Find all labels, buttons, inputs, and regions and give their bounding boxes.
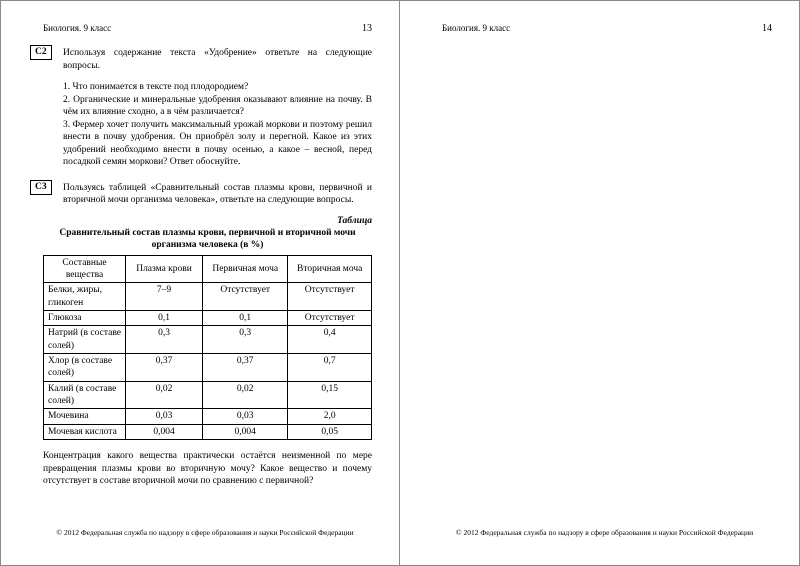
page-number: 13 (362, 23, 372, 34)
c3-closing-question: Концентрация какого вещества практически остаётся неизменной по мере превращения плазмы крови во вторичную мочу? Какое вещество и почему отсутствует в составе вторичной мочи по сравнению с первичной? (43, 451, 372, 487)
table-cell: 0,004 (126, 424, 203, 439)
page-footer: © 2012 Федеральная служба по надзору в сфере образования и науки Российской Федерации (56, 528, 354, 537)
table-row (44, 283, 372, 311)
table-cell: 0,02 (126, 381, 203, 409)
header-subject: Биология. 9 класс (43, 23, 112, 33)
task-c2-intro: Используя содержание текста «Удобрение» ответьте на следующие вопросы. (63, 48, 372, 71)
table-row (44, 381, 372, 409)
page-number: 14 (762, 23, 772, 34)
page-header (43, 23, 372, 34)
table-cell: 0,3 (203, 326, 288, 354)
table-row (44, 409, 372, 424)
table-header-cell: Первичная моча (203, 255, 288, 283)
table-cell: 0,03 (203, 409, 288, 424)
table-header-row (44, 255, 372, 283)
table-cell: Натрий (в составе солей) (44, 326, 126, 354)
table-cell: Мочевина (44, 409, 126, 424)
task-c3 (35, 181, 372, 207)
task-c3-label: С3 (30, 180, 52, 195)
table-row (44, 353, 372, 381)
table-cell: Мочевая кислота (44, 424, 126, 439)
table-cell: 0,37 (126, 353, 203, 381)
table-caption: Таблица (337, 215, 372, 226)
table-cell: Отсутствует (288, 310, 372, 325)
table-cell: 0,02 (203, 381, 288, 409)
table-cell: Белки, жиры, гликоген (44, 283, 126, 311)
page-14 (400, 1, 799, 565)
task-c3-intro: Пользуясь таблицей «Сравнительный состав плазмы крови, первичной и вторичной мочи организма человека», ответьте на следующие вопросы. (63, 182, 372, 206)
page-13 (1, 1, 400, 565)
table-cell: 0,05 (288, 424, 372, 439)
table-cell: 0,004 (203, 424, 288, 439)
table-row (44, 326, 372, 354)
table-cell: 2,0 (288, 409, 372, 424)
task-c2 (35, 47, 372, 72)
table-header-cell: Плазма крови (126, 255, 203, 283)
table-cell: Отсутствует (203, 283, 288, 311)
table-cell: 0,03 (126, 409, 203, 424)
table-cell: Калий (в составе солей) (44, 381, 126, 409)
table-cell: Хлор (в составе солей) (44, 353, 126, 381)
c2-questions (63, 81, 372, 169)
table-cell: Глюкоза (44, 310, 126, 325)
table-row (44, 310, 372, 325)
table-title: Сравнительный состав плазмы крови, первичной и вторичной мочи организма человека (в %) (59, 227, 356, 251)
table-row (44, 424, 372, 439)
table-cell: 0,7 (288, 353, 372, 381)
table-header-cell: Составные вещества (44, 255, 126, 283)
c2-question-1: 1. Что понимается в тексте под плодородием? (63, 82, 249, 93)
table-cell: 0,1 (203, 310, 288, 325)
table-cell: 0,4 (288, 326, 372, 354)
header-subject: Биология. 9 класс (442, 23, 511, 33)
task-c2-label: С2 (30, 45, 52, 60)
table-header-cell: Вторичная моча (288, 255, 372, 283)
c2-question-3: 3. Фермер хочет получить максимальный урожай моркови и поэтому решил внести в почву удобрения. Он приобрёл золу и перегной. Какое из этих удобрений необходимо внести в почву осенью, а какое – весной, перед посадкой семян моркови? Ответ обоснуйте. (63, 119, 372, 168)
page-footer: © 2012 Федеральная служба по надзору в сфере образования и науки Российской Федерации (455, 528, 754, 537)
table-cell: 7–9 (126, 283, 203, 311)
composition-table (43, 255, 372, 440)
table-cell: Отсутствует (288, 283, 372, 311)
c2-question-2: 2. Органические и минеральные удобрения оказывают влияние на почву. В чём их влияние сходно, а в чём различается? (63, 94, 372, 118)
table-cell: 0,15 (288, 381, 372, 409)
table-cell: 0,37 (203, 353, 288, 381)
table-cell: 0,3 (126, 326, 203, 354)
table-cell: 0,1 (126, 310, 203, 325)
page-header (442, 23, 772, 34)
